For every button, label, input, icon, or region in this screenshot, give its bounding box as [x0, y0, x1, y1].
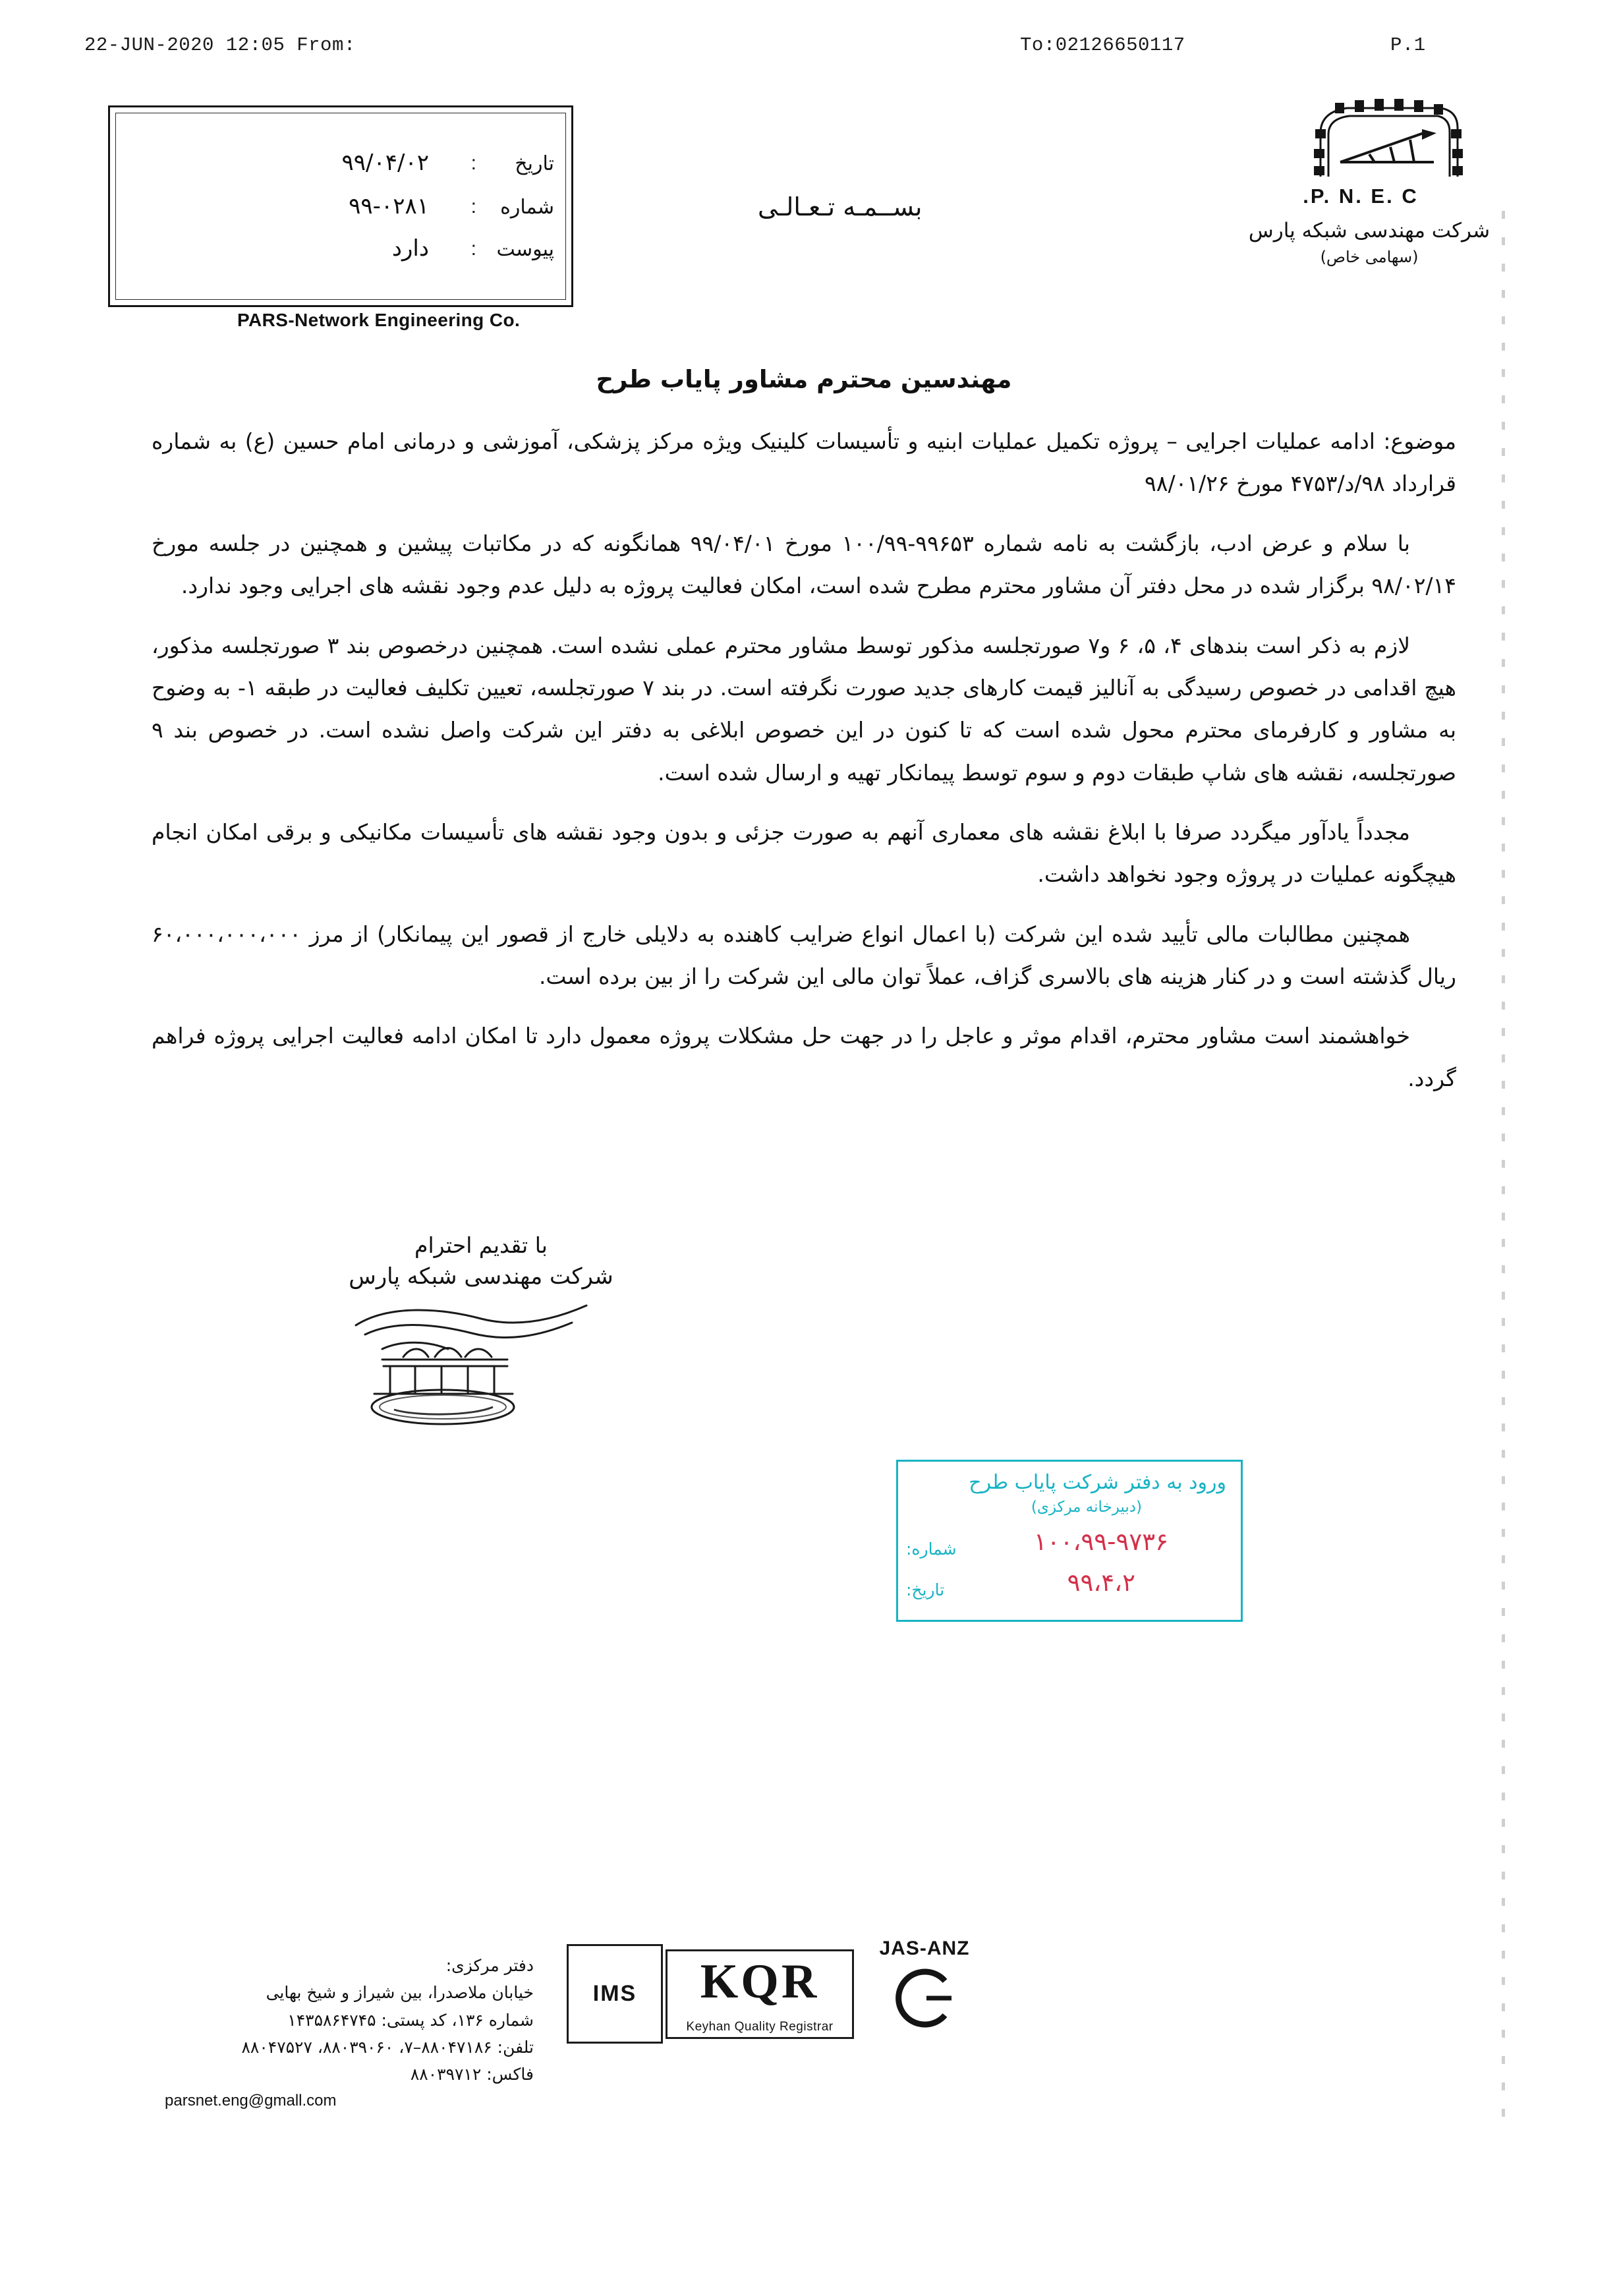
jas-anz-label: JAS-ANZ [879, 1937, 970, 1959]
company-logo [1232, 99, 1509, 297]
footer-email: parsnet.eng@gmall.com [165, 2092, 337, 2110]
stamp-number-label: شماره: [906, 1539, 957, 1559]
addressee-heading: مهندسین محترم مشاور پایاب طرح [596, 365, 1012, 393]
paragraph-greeting: با سلام و عرض ادب، بازگشت به نامه شماره ۹۹۶۵۳-۱۰۰/۹۹ مورخ ۹۹/۰۴/۰۱ همانگونه که در مکاتبات پیشین و همچنین در جلسه مورخ ۹۸/۰۲/۱۴ برگزار شده در محل دفتر آن مشاور محترم مطرح شده است، امکان فعالیت پروژه به دلیل عدم وجود نقشه های اجرایی وجود ندارد. [152, 530, 1456, 599]
letterhead-row-number [132, 192, 554, 233]
jas-anz-c-icon [891, 1965, 957, 2031]
letterhead-row-date [132, 148, 554, 189]
signature-block [297, 1232, 666, 1435]
besmeh-taala-text: بســمـه تـعـالـی [758, 192, 923, 221]
kqr-registrar-text: Keyhan Quality Registrar [686, 2020, 834, 2034]
date-colon: : [470, 152, 476, 174]
logo-company-type-fa: (سهامی خاص) [1320, 248, 1419, 266]
fax-page-number: P.1 [1390, 34, 1426, 56]
paragraph-minutes-items: لازم به ذکر است بندهای ۴، ۵، ۶ و۷ صورتجلسه مذکور توسط مشاور محترم عملی نشده است. همچنین درخصوص بند ۳ صورتجلسه مذکور، هیچ اقدامی در خصوص رسیدگی به آنالیز قیمت کارهای جدید صورت نگرفته است. در بند ۷ صورتجلسه، تعیین تکلیف فعالیت در طبقه ۱- به وضوح به مشاور و کارفرمای محترم محول شده است که تا کنون در این خصوص ابلاغی به دفتر این شرکت واصل نشده است. در خصوص بند ۹ صورتجلسه، نقشه های شاپ طبقات دوم و سوم توسط پیمانکار تهیه و ارسال شده است. [152, 632, 1457, 786]
paragraph-financial-claims: همچنین مطالبات مالی تأیید شده این شرکت (با اعمال انواع ضرایب کاهنده به دلایلی خارج از قصور این پیمانکار) از مرز ۶۰،۰۰۰،۰۰۰،۰۰۰ ریال گذشته است و در کنار هزینه های بالاسری گزاف، عملاً توان مالی این شرکت را از بین برده است. [152, 921, 1456, 989]
scan-edge-artifact [1502, 211, 1505, 2122]
number-colon: : [470, 196, 476, 217]
footer-phone-line: تلفن: ۸۸۰۴۷۱۸۶–۷، ۸۸۰۳۹۰۶۰، ۸۸۰۴۷۵۲۷ [241, 2037, 534, 2057]
footer-address-block [165, 1952, 534, 2114]
date-label: تاریخ [515, 152, 554, 175]
number-label: شماره [500, 196, 554, 219]
logo-abbreviation: P. N. E. C. [1303, 185, 1419, 208]
fax-from-text: 22-JUN-2020 12:05 From: [84, 34, 356, 56]
paragraph-subject: موضوع: ادامه عملیات اجرایی – پروژه تکمیل عملیات ابنیه و تأسیسات کلینیک ویژه مرکز پزشکی، آموزشی و درمانی امام حسین (ع) به شماره قرارداد ۹۸/د/۴۷۵۳ مورخ ۹۸/۰۱/۲۶ [152, 428, 1456, 497]
document-page [99, 92, 1522, 2195]
footer-address-line-2: شماره ۱۳۶، کد پستی: ۱۴۳۵۸۶۴۷۴۵ [287, 2010, 534, 2030]
letter-footer [138, 1937, 1456, 2155]
stamp-title: ورود به دفتر شرکت پایاب طرح [969, 1471, 1226, 1494]
kqr-logo-text: KQR [700, 1955, 820, 2009]
paragraph-drawings-reminder: مجدداً یادآور میگردد صرفا با ابلاغ نقشه های معماری آنهم به صورت جزئی و بدون وجود نقشه های تأسیسات مکانیکی و برقی امکان انجام هیچگونه عملیات در پروژه وجود نخواهد داشت. [152, 818, 1456, 888]
stamp-date-label: تاریخ: [906, 1580, 945, 1599]
attachment-colon: : [470, 238, 476, 260]
fax-to-text: To:02126650117 [1020, 34, 1185, 56]
logo-company-name-fa: شرکت مهندسی شبکه پارس [1248, 219, 1491, 243]
footer-office-label: دفتر مرکزی: [445, 1956, 534, 1975]
letterhead-box [108, 105, 573, 307]
signature-company: شرکت مهندسی شبکه پارس [349, 1263, 613, 1290]
stamp-subtitle: (دبیرخانه مرکزی) [1031, 1499, 1142, 1516]
number-value: ۹۹-۰۲۸۱ [349, 193, 429, 219]
footer-address-line-1: خیابان ملاصدرا، بین شیراز و شیخ بهایی [266, 1983, 534, 2003]
signature-closing: با تقدیم احترام [414, 1232, 548, 1258]
fax-header-line [0, 34, 1619, 61]
letter-body [152, 356, 1456, 1117]
letterhead-row-attachment [132, 234, 554, 275]
paragraph-request: خواهشمند است مشاور محترم، اقدام موثر و عاجل را در جهت حل مشکلات پروژه معمول دارد تا امکان ادامه فعالیت اجرایی پروژه فراهم گردد. [152, 1023, 1456, 1091]
attachment-label: پیوست [496, 238, 554, 261]
date-value: ۹۹/۰۴/۰۲ [341, 150, 429, 176]
certification-logos [567, 1937, 988, 2069]
gear-network-logo-icon [1311, 99, 1463, 181]
stamp-date-value: ۹۹،۴،۲ [1067, 1568, 1135, 1597]
handwritten-signature-and-seal [343, 1294, 619, 1432]
attachment-value: دارد [391, 235, 429, 262]
kqr-certificate-icon [666, 1949, 854, 2039]
footer-fax-line: فاکس: ۸۸۰۳۹۷۱۲ [410, 2065, 534, 2084]
ims-certificate-icon: IMS [567, 1944, 663, 2044]
reception-stamp [896, 1460, 1243, 1622]
company-name-english: PARS-Network Engineering Co. [237, 310, 521, 330]
stamp-number-value: ۱۰۰،۹۹-۹۷۳۶ [1033, 1528, 1168, 1556]
